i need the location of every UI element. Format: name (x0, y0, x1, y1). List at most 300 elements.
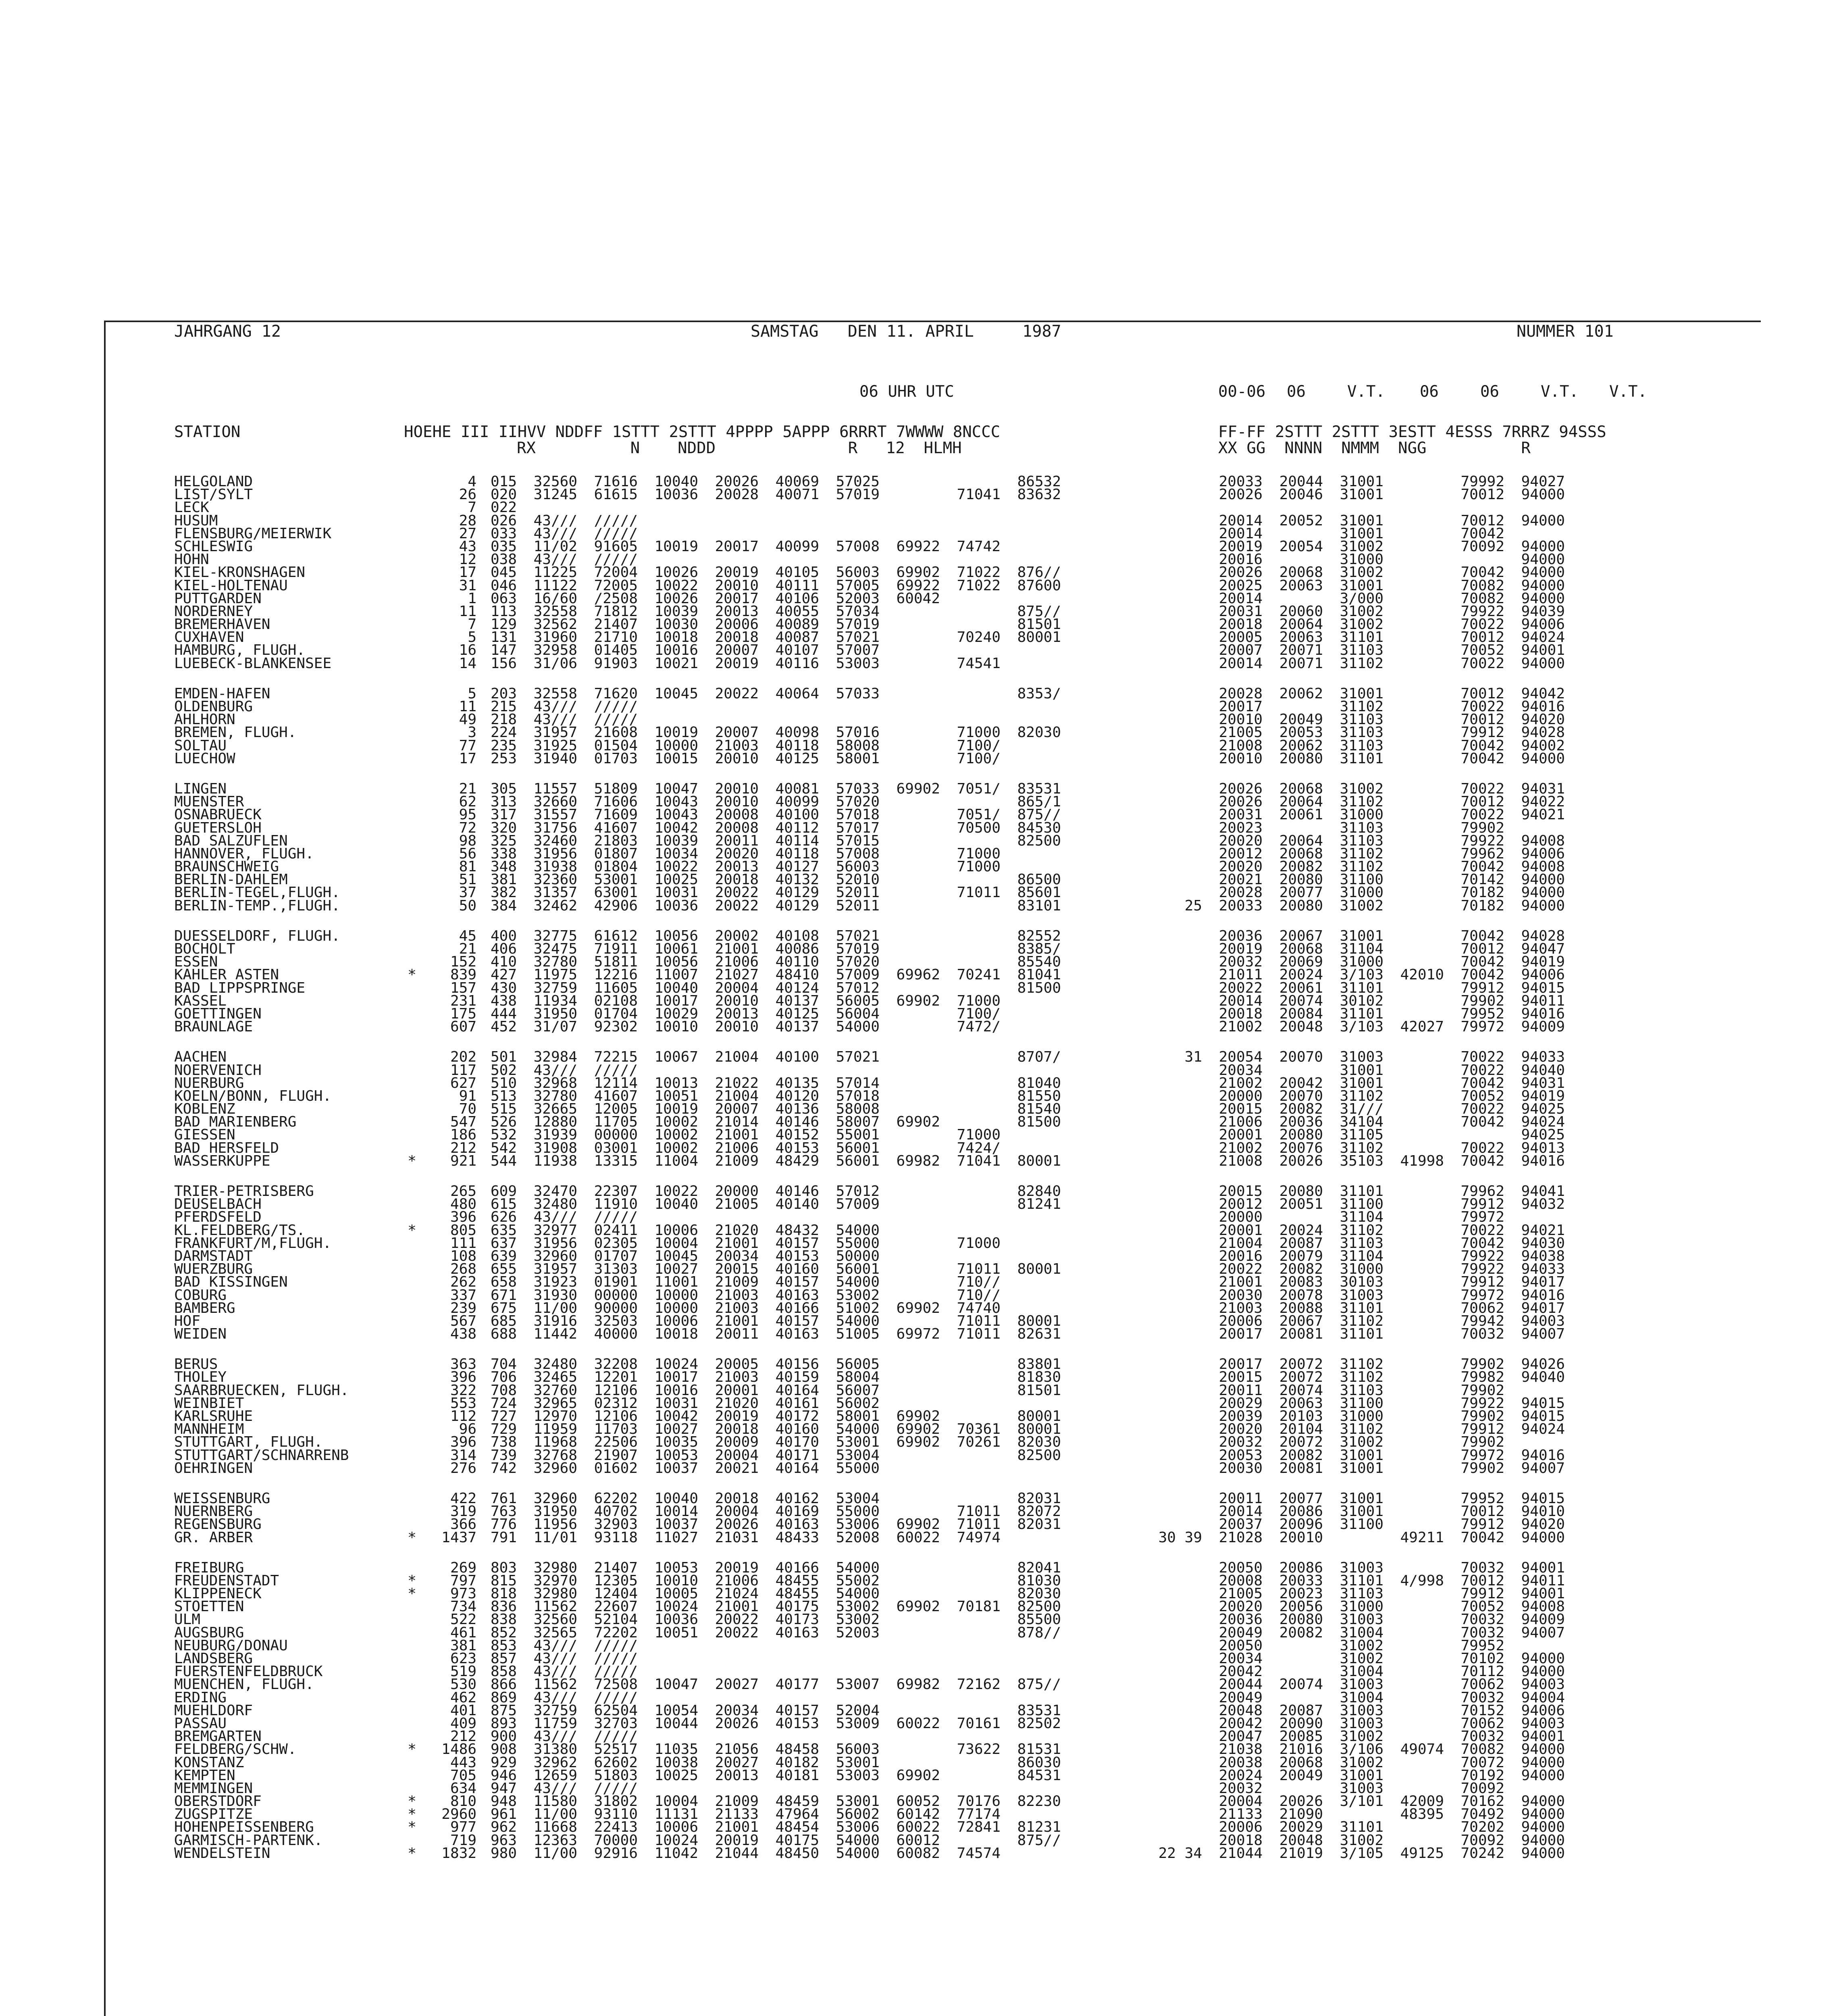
table-cell: 20074 (1279, 1382, 1323, 1399)
table-cell: 20067 (1279, 1312, 1323, 1329)
table-cell: 438 (450, 1326, 476, 1343)
table-cell: 20080 (1279, 897, 1323, 914)
table-cell: 20051 (1279, 1196, 1323, 1213)
table-cell (1383, 1315, 1444, 1328)
table-cell: 20078 (1279, 1287, 1323, 1304)
table-cell: 10000 (654, 1300, 698, 1316)
table-cell: 92916 (594, 1845, 638, 1862)
table-cell (1383, 1103, 1444, 1116)
table-cell (759, 514, 819, 527)
table-cell: 20010 (1279, 1529, 1323, 1546)
table-cell (940, 501, 1001, 514)
table-cell: 20001 (1219, 1127, 1263, 1143)
table-cell: 41607 (594, 819, 638, 836)
table-cell: 20032 (1219, 1434, 1263, 1451)
table-cell (1383, 848, 1444, 860)
table-cell: 31002 (1340, 616, 1383, 633)
table-cell: 71911 (594, 941, 638, 957)
table-row (106, 700, 1758, 713)
table-cell: 69902 (896, 1598, 940, 1615)
table-cell: 40153 (775, 1248, 819, 1264)
table-cell: 40136 (775, 1101, 819, 1118)
table-cell: 20022 (715, 685, 759, 702)
table-cell: 32970 (533, 1572, 577, 1589)
table-cell: 70182 (1460, 897, 1504, 914)
table-cell: 20023 (1219, 819, 1263, 836)
table-cell (1383, 1449, 1444, 1462)
table-cell (1061, 1410, 1202, 1423)
station-name: DUESSELDORF, FLUGH. (174, 927, 340, 944)
table-cell: 94030 (1521, 1235, 1565, 1252)
table-cell: 422 (450, 1490, 476, 1507)
table-cell: 71022 (957, 564, 1001, 581)
table-cell: 20027 (715, 1676, 759, 1693)
table-cell: 01703 (594, 750, 638, 767)
table-cell: 038 (490, 551, 517, 568)
table-cell (940, 1691, 1001, 1704)
table-cell: 94020 (1521, 1516, 1565, 1533)
table-cell: 203 (490, 685, 517, 702)
table-cell: 20011 (715, 1326, 759, 1343)
table-cell: 20032 (1219, 954, 1263, 971)
table-cell: 40163 (775, 1326, 819, 1343)
table-cell: 94021 (1521, 806, 1565, 823)
table-cell: 69922 (896, 538, 940, 555)
table-cell: 40181 (775, 1767, 819, 1784)
table-cell: 41607 (594, 1087, 638, 1104)
table-cell (1061, 1077, 1202, 1090)
table-cell: 10045 (654, 1248, 698, 1264)
table-cell: 31001 (1340, 927, 1383, 944)
table-cell: 31101 (1340, 1005, 1383, 1022)
table-cell: 10067 (654, 1049, 698, 1066)
mountain-marker (400, 1492, 424, 1505)
table-cell: 401 (450, 1702, 476, 1719)
table-cell (880, 886, 940, 899)
table-cell: 80001 (1017, 1152, 1061, 1169)
station-name: BERLIN-TEMP.,FLUGH. (174, 897, 340, 914)
table-cell: 20034 (715, 1248, 759, 1264)
table-cell (759, 1639, 819, 1652)
table-cell: 946 (490, 1767, 517, 1784)
table-cell: 83801 (1017, 1356, 1061, 1373)
table-cell: 31001 (1340, 473, 1383, 490)
station-group (106, 1492, 1758, 1544)
table-cell (940, 1627, 1001, 1639)
table-cell (1383, 726, 1444, 739)
vt-heading-1: V.T. (1347, 383, 1385, 401)
table-cell: 94001 (1521, 642, 1565, 659)
table-cell: 79912 (1460, 979, 1504, 996)
table-cell: 21407 (594, 1559, 638, 1576)
table-cell: 40146 (775, 1183, 819, 1200)
table-cell: 20014 (1219, 525, 1263, 542)
table-cell: 20064 (1279, 793, 1323, 810)
table-cell: 20068 (1279, 780, 1323, 797)
table-cell (1061, 644, 1202, 657)
table-cell: 526 (490, 1114, 517, 1131)
table-cell: 94000 (1521, 1832, 1565, 1849)
table-cell: 31103 (1340, 1585, 1383, 1602)
table-cell: 30 39 (1158, 1529, 1202, 1546)
table-cell: 71000 (957, 992, 1001, 1009)
table-cell (940, 592, 1001, 605)
table-cell: 43/// (533, 1689, 577, 1706)
table-cell: 81500 (1017, 1114, 1061, 1131)
table-cell (1383, 1627, 1444, 1639)
table-cell: 32977 (533, 1222, 577, 1239)
station-name: BAD KISSINGEN (174, 1274, 288, 1291)
table-row (106, 780, 1758, 797)
table-cell: 92302 (594, 1018, 638, 1035)
table-cell: 70042 (1460, 954, 1504, 971)
table-cell: 11580 (533, 1793, 577, 1810)
table-cell: 43/// (533, 525, 577, 542)
table-cell: 20026 (1279, 1152, 1323, 1169)
table-cell: 20063 (1279, 577, 1323, 594)
table-cell (1061, 930, 1202, 943)
table-cell: 319 (450, 1503, 476, 1520)
table-cell: 57009 (836, 966, 880, 983)
table-cell: 82631 (1017, 1326, 1061, 1343)
table-cell: 71011 (957, 1312, 1001, 1329)
table-cell: 71041 (957, 486, 1001, 503)
table-cell: 70012 (1460, 512, 1504, 529)
table-cell: 30103 (1340, 1274, 1383, 1291)
table-cell: 31004 (1340, 1689, 1383, 1706)
table-cell (1061, 1665, 1202, 1678)
table-cell: 62 (459, 793, 476, 810)
table-cell: 20007 (715, 1101, 759, 1118)
table-cell (1061, 1142, 1202, 1155)
table-cell: 21004 (1219, 1235, 1263, 1252)
table-cell: 444 (490, 1005, 517, 1022)
table-cell: 929 (490, 1754, 517, 1771)
table-cell: 20012 (1219, 1196, 1263, 1213)
table-cell (1383, 1600, 1444, 1613)
table-cell (1001, 644, 1061, 657)
table-cell: 268 (450, 1261, 476, 1278)
table-cell: 52004 (836, 1702, 880, 1719)
table-cell: 31956 (533, 845, 577, 862)
table-cell: 60042 (896, 590, 940, 607)
table-cell: 54000 (836, 1312, 880, 1329)
table-cell: 57016 (836, 724, 880, 741)
table-cell: 53004 (836, 1490, 880, 1507)
table-cell: 21005 (1219, 1585, 1263, 1602)
table-cell: 20064 (1279, 616, 1323, 633)
table-cell: 502 (490, 1062, 517, 1079)
mountain-marker (400, 1328, 424, 1341)
table-cell: 43/// (533, 551, 577, 568)
table-cell: 32560 (533, 473, 577, 490)
table-cell: 79962 (1460, 845, 1504, 862)
table-cell: 79952 (1460, 1490, 1504, 1507)
mountain-marker (400, 930, 424, 943)
station-name: ZUGSPITZE (174, 1806, 253, 1823)
table-cell: 21020 (715, 1222, 759, 1239)
table-cell (880, 1652, 940, 1665)
table-cell: 40110 (775, 954, 819, 971)
table-cell: 705 (450, 1767, 476, 1784)
table-cell: 57012 (836, 979, 880, 996)
table-cell (1383, 1289, 1444, 1302)
table-cell: 70240 (957, 629, 1001, 646)
table-cell (1383, 739, 1444, 752)
table-cell: 10018 (654, 1326, 698, 1343)
table-cell: 21002 (1219, 1075, 1263, 1091)
table-cell (1061, 540, 1202, 553)
table-cell: 81501 (1017, 1382, 1061, 1399)
table-cell: 31000 (1340, 551, 1383, 568)
table-row (106, 1449, 1758, 1462)
table-cell: 869 (490, 1689, 517, 1706)
table-cell: 94008 (1521, 832, 1565, 849)
station-name: KOELN/BONN, FLUGH. (174, 1087, 332, 1104)
station-name: PFERDSFELD (174, 1209, 262, 1226)
table-cell: 20007 (715, 642, 759, 659)
table-cell: 57033 (836, 780, 880, 797)
table-cell: 21003 (1219, 1300, 1263, 1316)
mountain-marker (400, 1384, 424, 1397)
mountain-marker (400, 1600, 424, 1613)
table-cell: 20088 (1279, 1300, 1323, 1316)
table-cell: 40137 (775, 992, 819, 1009)
table-cell: 31104 (1340, 1209, 1383, 1226)
table-cell: 20086 (1279, 1559, 1323, 1576)
table-cell: 112 (450, 1408, 476, 1425)
table-cell: 50 (459, 897, 476, 914)
table-cell: 70022 (1460, 780, 1504, 797)
station-group (106, 927, 1758, 1035)
table-cell (1061, 514, 1202, 527)
table-row (106, 1691, 1758, 1704)
table-cell (638, 501, 698, 514)
table-cell: 31957 (533, 1261, 577, 1278)
table-cell: 53006 (836, 1819, 880, 1836)
table-cell: 70000 (594, 1832, 638, 1849)
table-cell: 10051 (654, 1087, 698, 1104)
table-cell: 20054 (1279, 538, 1323, 555)
table-cell: 20104 (1279, 1421, 1323, 1438)
table-cell: 186 (450, 1127, 476, 1143)
table-cell: 40164 (775, 1460, 819, 1477)
table-cell: 71000 (957, 845, 1001, 862)
table-cell (1061, 1704, 1202, 1717)
table-cell: 40100 (775, 1049, 819, 1066)
table-cell (1061, 1730, 1202, 1743)
table-cell: 276 (450, 1460, 476, 1477)
table-cell: 10024 (654, 1356, 698, 1373)
table-cell: 510 (490, 1075, 517, 1091)
station-name: WEIDEN (174, 1326, 227, 1343)
table-cell: 40166 (775, 1559, 819, 1576)
table-cell: 32665 (533, 1101, 577, 1118)
mountain-marker (400, 1691, 424, 1704)
table-cell: 348 (490, 858, 517, 875)
mountain-marker (400, 848, 424, 860)
table-cell: 69902 (896, 1114, 940, 1131)
table-cell: 31101 (1340, 979, 1383, 996)
table-cell: 54000 (836, 1421, 880, 1438)
table-cell: 79952 (1460, 1637, 1504, 1654)
table-cell: 10025 (654, 1767, 698, 1784)
table-cell (1061, 1020, 1202, 1033)
table-cell: 10006 (654, 1312, 698, 1329)
table-cell: 32480 (533, 1356, 577, 1373)
table-cell (940, 1371, 1001, 1384)
table-cell: 83531 (1017, 1702, 1061, 1719)
hour-heading-2: 06 (1420, 383, 1439, 401)
table-cell: 305 (490, 780, 517, 797)
table-cell: 31938 (533, 858, 577, 875)
table-cell (1061, 808, 1202, 821)
table-cell: 20061 (1279, 806, 1323, 823)
table-cell (1061, 488, 1202, 501)
table-cell (880, 488, 940, 501)
table-cell (1383, 1198, 1444, 1211)
table-cell: 22307 (594, 1183, 638, 1200)
table-cell: 81 (459, 858, 476, 875)
table-cell: 94009 (1521, 1018, 1565, 1035)
table-cell: 83531 (1017, 780, 1061, 797)
table-cell: 70042 (1460, 564, 1504, 581)
table-cell: 94000 (1521, 897, 1565, 914)
table-cell: 40106 (775, 590, 819, 607)
period-heading: 00-06 (1218, 383, 1266, 401)
table-cell: 80001 (1017, 1312, 1061, 1329)
table-cell: 20010 (715, 750, 759, 767)
table-cell: 20083 (1279, 1274, 1323, 1291)
table-cell: ///// (594, 512, 638, 529)
table-cell: 20086 (1279, 1503, 1323, 1520)
table-cell: 10047 (654, 780, 698, 797)
table-cell: 56002 (836, 1806, 880, 1823)
mountain-marker (400, 1315, 424, 1328)
table-cell: 70042 (1460, 1235, 1504, 1252)
table-cell: 48455 (775, 1585, 819, 1602)
table-cell: 70012 (1460, 629, 1504, 646)
table-cell: 20062 (1279, 737, 1323, 754)
table-cell: 21019 (1279, 1845, 1323, 1862)
station-name: LECK (174, 499, 209, 516)
table-cell: 58007 (836, 1114, 880, 1131)
table-cell: 20047 (1219, 1728, 1263, 1745)
table-row (106, 1129, 1758, 1141)
mountain-marker (400, 553, 424, 566)
table-row (106, 1250, 1758, 1263)
table-cell: 48450 (775, 1845, 819, 1862)
table-cell: 11131 (654, 1806, 698, 1823)
table-cell: 79922 (1460, 1261, 1504, 1278)
table-cell: ///// (594, 711, 638, 728)
table-cell (1383, 995, 1444, 1008)
table-cell (880, 631, 940, 644)
table-cell: 70241 (957, 966, 1001, 983)
table-cell: 91605 (594, 538, 638, 555)
table-cell: 320 (490, 819, 517, 836)
table-cell: 10022 (654, 1183, 698, 1200)
table-cell: 20006 (715, 616, 759, 633)
table-cell: 11975 (533, 966, 577, 983)
table-cell: 63001 (594, 884, 638, 901)
station-name: BREMERHAVEN (174, 616, 270, 633)
table-cell: 81040 (1017, 1075, 1061, 1091)
table-cell: 79982 (1460, 1369, 1504, 1386)
table-cell: 32560 (533, 1611, 577, 1628)
table-cell: 20001 (715, 1382, 759, 1399)
table-cell: 40162 (775, 1490, 819, 1507)
table-cell: 85601 (1017, 884, 1061, 901)
table-cell: 063 (490, 590, 517, 607)
table-cell: 17 (459, 564, 476, 581)
table-row (106, 943, 1758, 956)
table-cell: 40111 (775, 577, 819, 594)
table-cell: 706 (490, 1369, 517, 1386)
table-cell: 71011 (957, 884, 1001, 901)
table-cell (638, 1639, 698, 1652)
table-cell (1383, 1263, 1444, 1276)
table-cell: 40129 (775, 897, 819, 914)
table-cell: 70022 (1460, 806, 1504, 823)
table-cell: 20020 (715, 845, 759, 862)
table-cell: 11/01 (533, 1529, 577, 1546)
table-cell: 70042 (1460, 737, 1504, 754)
table-cell: 21028 (1219, 1529, 1263, 1546)
table-cell: 10056 (654, 954, 698, 971)
table-cell: 3/103 (1340, 1018, 1383, 1035)
mountain-marker (400, 1064, 424, 1077)
table-cell (1383, 1129, 1444, 1141)
table-cell: 20048 (1279, 1832, 1323, 1849)
table-cell: 876// (1017, 564, 1061, 581)
table-cell: 81531 (1017, 1741, 1061, 1758)
table-cell: 80001 (1017, 1421, 1061, 1438)
table-cell: ///// (594, 1209, 638, 1226)
station-name: NEUBURG/DONAU (174, 1637, 288, 1654)
table-cell: 94041 (1521, 1183, 1565, 1200)
table-cell: 79902 (1460, 1460, 1504, 1477)
station-name: NORDERNEY (174, 603, 253, 620)
table-cell (1383, 1717, 1444, 1730)
table-cell: 908 (490, 1741, 517, 1758)
table-row (106, 968, 1758, 981)
mountain-marker (400, 1652, 424, 1665)
table-cell: 31000 (1340, 1261, 1383, 1278)
table-cell: 20022 (715, 1611, 759, 1628)
table-cell: 671 (490, 1287, 517, 1304)
table-cell: 31940 (533, 750, 577, 767)
table-cell: 56007 (836, 1382, 880, 1399)
table-cell (1001, 995, 1061, 1008)
table-cell: 01804 (594, 858, 638, 875)
table-cell: 7 (468, 499, 476, 516)
table-cell: 69962 (896, 966, 940, 983)
table-cell: 28 (459, 512, 476, 529)
table-cell: 853 (490, 1637, 517, 1654)
table-cell (1383, 1090, 1444, 1103)
table-cell: 10038 (654, 1754, 698, 1771)
table-cell: 20019 (1219, 538, 1263, 555)
table-row (106, 1276, 1758, 1289)
table-cell: 72162 (957, 1676, 1001, 1693)
table-cell (880, 1008, 940, 1020)
table-cell: 60142 (896, 1806, 940, 1823)
table-cell: 10019 (654, 1101, 698, 1118)
table-cell: ///// (594, 1062, 638, 1079)
table-cell: 875// (1017, 603, 1061, 620)
table-cell: 20049 (1279, 711, 1323, 728)
